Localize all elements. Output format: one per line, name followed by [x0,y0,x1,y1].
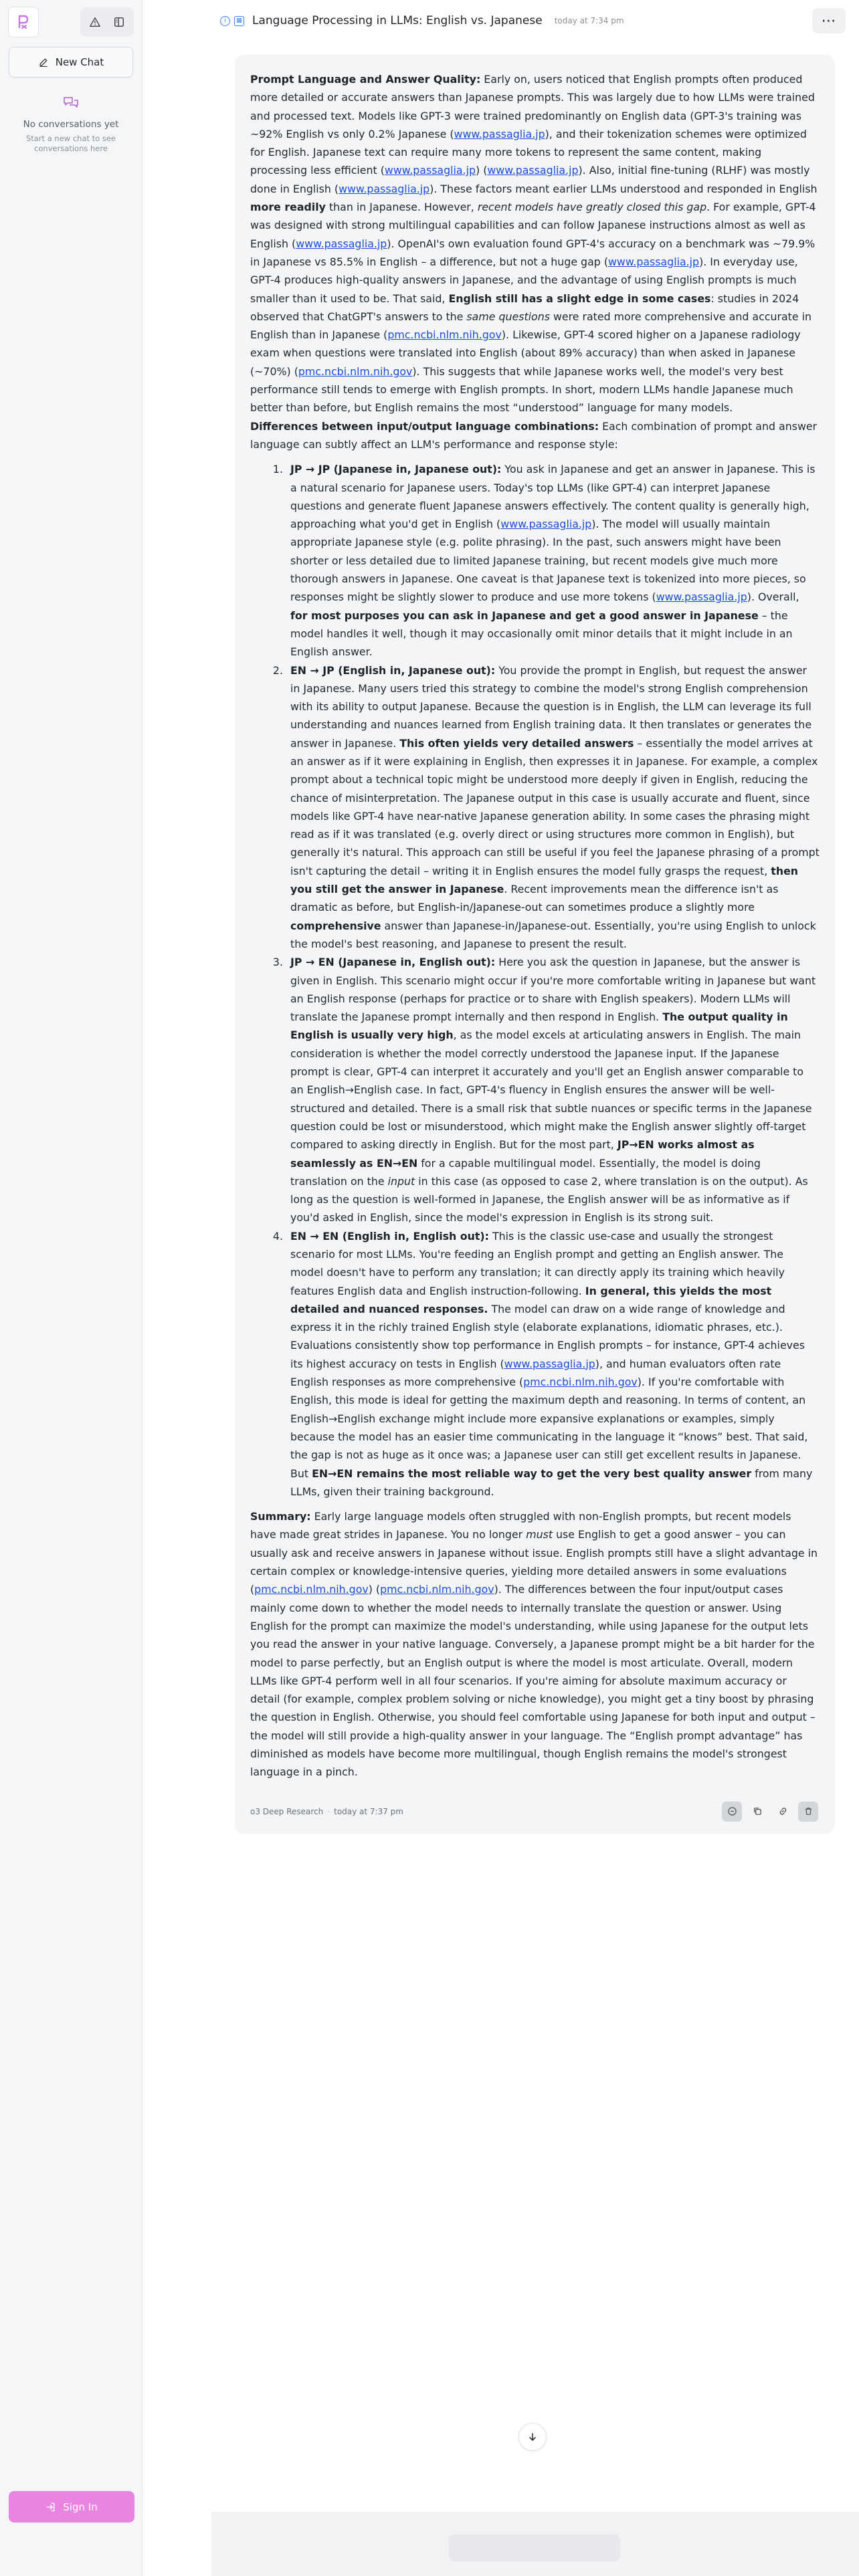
text: Each combination of prompt and answer language can subtly affect an LLM's performance and response style: [250,419,818,451]
text: You provide the prompt in English, but request the answer in Japanese. Many users tried this strategy to combine the model's strong English comprehension with its ability to output Japanese. Because the question is in English, the LLM can leverage its full understanding and nuances learned from English training data. It then translates or generates the answer in Japanese. [290,663,812,750]
citation-link[interactable]: www.passaglia.jp [487,164,579,177]
citation-link[interactable]: www.passaglia.jp [454,127,545,140]
emphasis: English still has a slight edge in some cases [448,292,711,305]
alert-triangle-icon[interactable] [83,10,107,34]
chat-bubbles-icon [62,95,80,112]
text: ). Likewise, GPT-4 scored higher on a Japanese radiology exam when questions were translated into English (about 89% accuracy) than when asked in Japanese (~70%) ( [250,328,801,378]
emphasis: then you still get the answer in Japanese [290,864,799,896]
header-title-group [220,14,624,27]
model-name: o3 Deep Research [250,1806,324,1816]
model-icon[interactable]: ▦ [234,16,244,26]
text: . For example, GPT-4 was designed with strong multilingual capabilities and can follow Japanese instructions almost as well as English ( [250,201,816,250]
arrow-down-icon [527,2432,538,2442]
emphasis: The output quality in English is usually very high [290,1010,788,1042]
text: ). OpenAI's own evaluation found GPT-4's accuracy on a benchmark was ~79.9% in Japanese vs 85.5% in English – a difference, but not a huge gap ( [250,237,816,268]
citation-link[interactable]: pmc.ncbi.nlm.nih.gov [298,364,413,378]
delete-button[interactable] [798,1802,818,1822]
trash-icon [803,1806,814,1816]
copy-icon [753,1806,763,1816]
citation-link[interactable]: pmc.ncbi.nlm.nih.gov [254,1583,369,1596]
sidebar-toolbar [80,7,134,37]
more-dots-icon: ⋯ [821,12,837,29]
citation-link[interactable]: www.passaglia.jp [500,518,592,531]
text: in this case (as opposed to case 2, where translation is on the output). As long as the question is well-formed in Japanese, the English answer will be as informative as if you'd asked in English, since the model's expression in English is its strong suit. [290,1174,808,1224]
footer-separator: · [327,1806,330,1816]
empty-title: No conversations yet [23,119,119,130]
emphasis: for most purposes you can ask in Japanese and get a good answer in Japanese [290,609,759,622]
list-item-jp-jp [286,460,820,661]
section-heading: Differences between input/output language combinations: [250,419,599,433]
paragraph-answer-quality [250,70,820,417]
item-heading: EN → JP (English in, Japanese out): [290,663,496,677]
edit-pencil-icon [38,57,49,68]
new-chat-label: New Chat [55,56,104,68]
text: than in Japanese. However, [325,201,478,214]
text: ). In everyday use, GPT-4 produces high-quality answers in Japanese, and the advantage of using English prompts is much smaller than it used to be. That said, [250,255,798,305]
italic-text: recent models have greatly closed this gap [477,201,707,214]
paragraph-summary [250,1507,820,1781]
citation-link[interactable]: www.passaglia.jp [339,182,430,195]
text: were rated more comprehensive and accurate in English than in Japanese ( [250,310,812,342]
info-button[interactable] [722,1802,742,1822]
message-actions [722,1802,818,1822]
citation-link[interactable]: www.passaglia.jp [607,255,700,268]
text: ). This suggests that while Japanese works well, the model's very best performance still tends to emerge with English prompts. In short, modern LLMs handle Japanese much better than before, but English remains the most “understood” language for many models. [250,364,793,415]
text: for a capable multilingual model. Essentially, the model is doing translation on the [290,1156,761,1188]
chat-header [143,0,859,41]
list-item-jp-en [286,953,820,1226]
text: ). Also, initial fine-tuning (RLHF) was mostly done in English ( [250,164,810,195]
section-heading: Prompt Language and Answer Quality: [250,73,481,86]
new-chat-button[interactable] [9,47,133,78]
list-item-en-jp [286,661,820,954]
item-heading: JP → EN (Japanese in, English out): [290,956,496,969]
italic-text: same questions [466,310,550,323]
text: Early large language models often struggled with non-English prompts, but recent models have made great strides in Japanese. You no longer [250,1510,791,1541]
sidebar [0,0,142,2576]
text: Early on, users noticed that English prompts often produced more detailed or accurate answers than Japanese prompts. This was largely due to how LLMs were trained and processed text. Models like GPT-3 were trained predominantly on English data (GPT-3's training was ~92% English vs only 0.2% Japanese ( [250,73,815,140]
citation-link[interactable]: www.passaglia.jp [504,1357,595,1370]
emphasis: This often yields very detailed answers [399,736,634,750]
item-heading: EN → EN (English in, English out): [290,1229,489,1243]
list-item-en-en [286,1227,820,1501]
citation-link[interactable]: www.passaglia.jp [296,237,387,250]
citation-link[interactable]: pmc.ncbi.nlm.nih.gov [380,1583,494,1596]
info-circle-icon [727,1806,737,1816]
text: ). These factors meant earlier LLMs understood and responded in English [430,182,818,195]
text: ). The model will usually maintain appropriate Japanese style (e.g. polite phrasing). In the past, such answers might have been shorter or less detailed due to limited Japanese training, but recent models give much more thorough answers in Japanese. One caveat is that Japanese text is tokenized into more pieces, so responses might be slightly slower to produce and use more tokens ( [290,518,806,604]
message-timestamp: today at 7:37 pm [334,1806,403,1816]
copy-button[interactable] [747,1802,767,1822]
text: – essentially the model arrives at an answer as if it were explaining in English, then expresses it in Japanese. For example, a complex prompt about a technical topic might be understood more deeply if given in English, reducing the chance of misinterpretation. The Japanese output in this case is usually accurate and fluent, since models like GPT-4 have near-native Japanese generation ability. In some cases the phrasing might read as if it was translated (e.g. overly direct or using structures more common in English), but generally it's natural. This approach can still be useful if you feel the Japanese phrasing of a prompt isn't capturing the detail – writing it in English ensures the model fully grasps the request, [290,736,820,877]
citation-link[interactable]: www.passaglia.jp [384,164,476,177]
section-heading: Summary: [250,1510,311,1523]
emphasis: JP→EN works almost as seamlessly as EN→EN [290,1138,755,1170]
text: – the model handles it well, though it may occasionally omit minor details that it might include in an English answer. [290,609,793,659]
chat-timestamp: today at 7:34 pm [554,16,624,25]
text: ), and human evaluators often rate English responses as more comprehensive ( [290,1357,781,1389]
message-body [250,70,820,1782]
text: , as the model excels at articulating answers in English. The main consideration is whether the model correctly understood the Japanese input. If the Japanese prompt is clear, GPT-4 can interpret it accurately and you'll get an English answer comparable to an English→English case. In fact, GPT-4's fluency in English ensures the answer will be well-structured and detailed. There is a small risk that subtle nuances or specific terms in the Japanese question could be lost or misunderstood, which might make the English answer slightly off-target compared to asking directly in English. But for the most part, [290,1029,812,1152]
empty-state [0,95,142,154]
message-input[interactable] [449,2535,620,2561]
text: ), and their tokenization schemes were optimized for English. Japanese text can require many more tokens to represent the same content, making processing less efficient ( [250,127,807,177]
login-arrow-icon [45,2502,56,2512]
text: . Recent improvements mean the difference isn't as dramatic as before, but English-in/Japanese-out can sometimes produce a slightly more [290,883,779,914]
emphasis: In general, this yields the most detailed and nuanced responses. [290,1284,772,1315]
message-footer [250,1790,820,1834]
text: use English to get a good answer – you can usually ask and receive answers in Japanese without issue. English prompts still have a slight advantage in certain complex or knowledge-intensive queries, yielding more detailed answers in some evaluations ( [250,1528,818,1596]
more-menu-button[interactable] [812,8,846,33]
item-heading: JP → JP (Japanese in, Japanese out): [290,463,502,476]
emphasis: comprehensive [290,919,381,932]
link-icon [778,1806,788,1816]
empty-subtitle: Start a new chat to see conversations here [25,134,116,153]
app-logo-icon[interactable] [8,7,39,37]
citation-link[interactable]: pmc.ncbi.nlm.nih.gov [387,328,502,342]
italic-text: must [526,1528,553,1541]
composer-area [211,2512,859,2576]
text: ). If you're comfortable with English, this mode is ideal for getting the maximum depth and reasoning. In terms of content, an English→English exchange might include more expansive explanations or examples, simply because the model has an easier time communicating in the language it “knows” best. That said, the gap is not as huge as it once was; a Japanese user can still get excellent results in Japanese. But [290,1376,808,1480]
text: The model can draw on a wide range of knowledge and express it in the richly trained English style (elaborate explanations, idiomatic phrases, etc.). Evaluations consistently show top performance in English prompts – for instance, GPT-4 achieves its highest accuracy on tests in English ( [290,1302,805,1370]
citation-link[interactable]: pmc.ncbi.nlm.nih.gov [523,1376,638,1389]
text: ) ( [476,164,488,177]
info-icon[interactable]: i [220,16,230,26]
italic-text: input [387,1174,415,1188]
text: This is the classic use-case and usually the strongest scenario for most LLMs. You're feeding an English prompt and getting an English answer. The model doesn't have to perform any translation; it can directly apply its training which heavily features English data and English instruction-following. [290,1229,785,1297]
text: ). Overall, [747,591,799,604]
sign-in-label: Sign In [63,2500,98,2513]
sidebar-toggle-icon[interactable] [107,10,131,34]
emphasis: more readily [250,201,326,214]
assistant-message [235,55,835,1834]
share-link-button[interactable] [773,1802,793,1822]
text: answer than Japanese-in/Japanese-out. Essentially, you're using English to unlock the model's best reasoning, and Japanese to present the result. [290,919,816,950]
combination-list [250,460,820,1501]
chat-title[interactable]: Language Processing in LLMs: English vs. Japanese [252,14,543,27]
sign-in-button[interactable] [9,2491,134,2523]
text: ). The differences between the four input/output cases mainly come down to whether the model needs to internally translate the question or answer. Using English for the prompt can maximize the model's understanding, while using Japanese for the output lets you read the answer in your native language. Conversely, a Japanese prompt might be a bit harder for the model to parse perfectly, but an English output is where the model is most articulate. Overall, modern LLMs like GPT-4 perform well in all four scenarios. If you're aiming for absolute maximum accuracy or detail (for example, complex problem solving or niche knowledge), you might get a tiny boost by phrasing the question in English. Otherwise, you should feel comfortable using Japanese for both input and output – the model will still provide a high-quality answer in your language. The “English prompt advantage” has diminished as models have become more multilingual, though English remains the model's strongest language in a pinch. [250,1583,816,1779]
scroll-to-bottom-button[interactable] [518,2423,547,2451]
text: from many LLMs, given their training background. [290,1467,813,1498]
text: : studies in 2024 observed that ChatGPT's answers to the [250,292,799,323]
text: You ask in Japanese and get an answer in Japanese. This is a natural scenario for Japanese users. Today's top LLMs (like GPT-4) can interpret Japanese questions and generate fluent Japanese answers effectively. The content quality is generally high, approaching what you'd get in English ( [290,463,816,531]
sidebar-top [0,0,142,44]
citation-link[interactable]: www.passaglia.jp [656,591,747,604]
paragraph-combinations [250,417,820,454]
text: Here you ask the question in Japanese, but the answer is given in English. This scenario might occur if you're more comfortable writing in Japanese but want an English response (perhaps for practice or to share with English speakers). Modern LLMs will translate the Japanese prompt internally and then respond in English. [290,956,816,1024]
text: ) ( [368,1583,381,1596]
emphasis: EN→EN remains the most reliable way to get the very best quality answer [312,1467,752,1480]
